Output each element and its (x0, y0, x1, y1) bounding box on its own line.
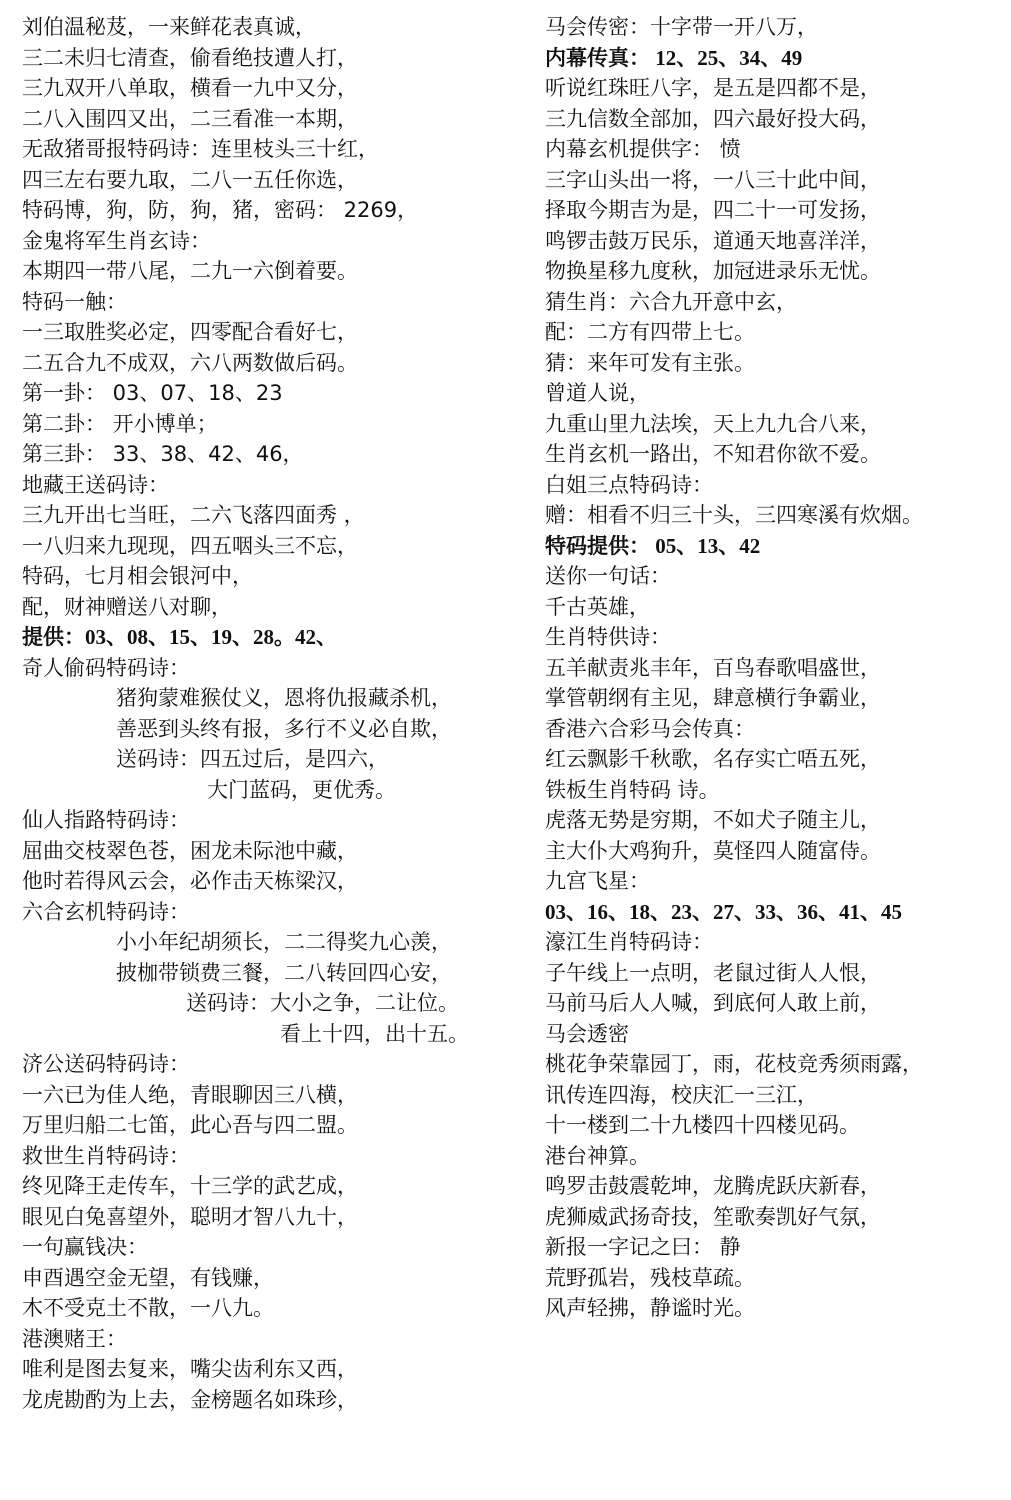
text-line: 第一卦： 03、07、18、23 (22, 381, 283, 405)
text-line: 桃花争荣靠园丁，雨，花枝竞秀须雨露， (545, 1052, 923, 1076)
text-line: 三二未归七清查，偷看绝技遭人打， (22, 45, 358, 70)
left-column (22, 12, 522, 1415)
text-line: 一句赢钱决： (22, 1235, 148, 1259)
text-line: 虎落无势是穷期，不如犬子随主儿， (545, 808, 881, 832)
text-line: 小小年纪胡须长，二二得奖九心羡， (116, 930, 452, 954)
text-line: 万里归船二七笛，此心吾与四二盟。 (22, 1113, 358, 1137)
text-line: 白姐三点特码诗： (545, 472, 713, 497)
text-line: 三九开出七当旺，二六飞落四面秀 ， (22, 503, 365, 527)
text-line: 掌管朝纲有主见，肆意横行争霸业， (545, 686, 881, 710)
right-column (545, 12, 1005, 1324)
text-line: 生肖特供诗： (545, 625, 671, 649)
text-line: 二八入围四又出，二三看准一本期， (22, 106, 358, 131)
text-line: 三字山头出一将，一八三十此中间， (545, 167, 881, 192)
text-line: 大门蓝码，更优秀。 (207, 777, 396, 802)
text-line: 屈曲交枝翠色苍，困龙未际池中藏， (22, 838, 358, 863)
text-line: 内幕传真： 12、25、34、49 (545, 45, 803, 70)
text-line: 曾道人说， (545, 381, 650, 405)
text-line: 一六已为佳人绝，青眼聊因三八横， (22, 1082, 358, 1107)
text-line: 送你一句话： (545, 564, 671, 588)
text-line: 一八归来九现现，四五咽头三不忘， (22, 533, 358, 558)
text-line: 仙人指路特码诗： (22, 808, 190, 832)
text-line: 荒野孤岩，残枝草疏。 (545, 1265, 755, 1290)
text-line: 赠：相看不归三十头，三四寒溪有炊烟。 (545, 503, 923, 527)
text-line: 港台神算。 (545, 1143, 650, 1168)
text-line: 九宫飞星： (545, 869, 650, 893)
text-line: 龙虎勘酌为上去，金榜题名如珠珍， (22, 1387, 358, 1412)
text-line: 看上十四，出十五。 (280, 1021, 469, 1046)
text-line: 无敌猪哥报特码诗：连里枝头三十红， (22, 137, 379, 161)
text-line: 特码一触： (22, 289, 127, 314)
text-line: 第三卦： 33、38、42、46， (22, 442, 304, 466)
text-line: 四三左右要九取，二八一五任你选， (22, 167, 358, 192)
text-line: 第二卦： 开小博单； (22, 411, 218, 436)
text-line: 香港六合彩马会传真： (545, 716, 755, 741)
text-line: 唯利是图去复来，嘴尖齿利东又西， (22, 1357, 358, 1381)
text-line: 特码，七月相会银河中， (22, 564, 253, 588)
text-line: 铁板生肖特码 诗。 (545, 777, 720, 802)
text-line: 披枷带锁费三餐，二八转回四心安， (116, 960, 452, 985)
text-line: 终见降王走传车，十三学的武艺成， (22, 1174, 358, 1198)
text-line: 濠江生肖特码诗： (545, 930, 713, 954)
text-line: 千古英雄， (545, 594, 650, 619)
text-line: 送码诗：大小之争，二让位。 (186, 991, 459, 1015)
text-line: 申酉遇空金无望，有钱赚， (22, 1265, 274, 1290)
text-line: 猜：来年可发有主张。 (545, 350, 755, 375)
text-line: 03、16、18、23、27、33、36、41、45 (545, 899, 902, 924)
text-line: 马会透密 (545, 1021, 629, 1046)
text-line: 救世生肖特码诗： (22, 1143, 190, 1168)
text-line: 特码博，狗，防，狗，猪，密码： 2269， (22, 198, 419, 222)
text-line: 一三取胜奖必定，四零配合看好七， (22, 320, 358, 344)
text-line: 九重山里九法埃，天上九九合八来， (545, 411, 881, 436)
text-line: 善恶到头终有报，多行不义必自欺， (116, 716, 452, 741)
text-line: 地藏王送码诗： (22, 472, 169, 497)
text-line: 风声轻拂，静谧时光。 (545, 1296, 755, 1320)
text-line: 生肖玄机一路出，不知君你欲不爱。 (545, 442, 881, 466)
text-line: 马前马后人人喊，到底何人敢上前， (545, 991, 881, 1015)
text-line: 虎狮威武扬奇技，笙歌奏凯好气氛， (545, 1204, 881, 1229)
text-line: 鸣锣击鼓万民乐，道通天地喜洋洋， (545, 228, 881, 253)
text-line: 眼见白兔喜望外，聪明才智八九十， (22, 1204, 358, 1229)
text-line: 三九信数全部加，四六最好投大码， (545, 106, 881, 131)
text-line: 猪狗蒙难猴仗义，恩将仇报藏杀机， (116, 686, 452, 710)
text-line: 内幕玄机提供字： 愤 (545, 137, 741, 161)
text-line: 听说红珠旺八字，是五是四都不是， (545, 76, 881, 100)
text-line: 新报一字记之曰： 静 (545, 1235, 741, 1259)
text-line: 子午线上一点明，老鼠过街人人恨， (545, 960, 881, 985)
text-line: 红云飘影千秋歌，名存实亡唔五死， (545, 747, 881, 771)
text-line: 济公送码特码诗： (22, 1052, 190, 1076)
text-line: 提供：03、08、15、19、28。42、 (22, 625, 337, 649)
text-line: 鸣罗击鼓震乾坤，龙腾虎跃庆新春， (545, 1174, 881, 1198)
text-line: 十一楼到二十九楼四十四楼见码。 (545, 1113, 860, 1137)
text-line: 五羊献责兆丰年，百鸟春歌唱盛世， (545, 655, 881, 680)
text-line: 三九双开八单取，横看一九中又分， (22, 76, 358, 100)
text-line: 刘伯温秘芨，一来鲜花表真诚， (22, 15, 316, 39)
text-line: 择取今期吉为是，四二十一可发扬， (545, 198, 881, 222)
text-line: 本期四一带八尾，二九一六倒着要。 (22, 259, 358, 283)
text-line: 他时若得风云会，必作击天栋梁汉， (22, 869, 358, 893)
text-line: 金鬼将军生肖玄诗： (22, 228, 211, 253)
text-line: 配：二方有四带上七。 (545, 320, 755, 344)
text-line: 猜生肖：六合九开意中玄， (545, 289, 797, 314)
text-line: 讯传连四海，校庆汇一三江， (545, 1082, 818, 1107)
text-line: 二五合九不成双，六八两数做后码。 (22, 350, 358, 375)
text-line: 特码提供： 05、13、42 (545, 533, 761, 558)
text-line: 物换星移九度秋，加冠进录乐无忧。 (545, 259, 881, 283)
text-line: 六合玄机特码诗： (22, 899, 190, 924)
text-line: 奇人偷码特码诗： (22, 655, 190, 680)
text-line: 主大仆大鸡狗升，莫怪四人随富侍。 (545, 838, 881, 863)
text-line: 马会传密：十字带一开八万， (545, 15, 818, 39)
text-line: 送码诗：四五过后，是四六， (116, 747, 389, 771)
text-line: 木不受克土不散，一八九。 (22, 1296, 274, 1320)
text-line: 配，财神赠送八对聊， (22, 594, 232, 619)
text-line: 港澳赌王： (22, 1326, 127, 1351)
